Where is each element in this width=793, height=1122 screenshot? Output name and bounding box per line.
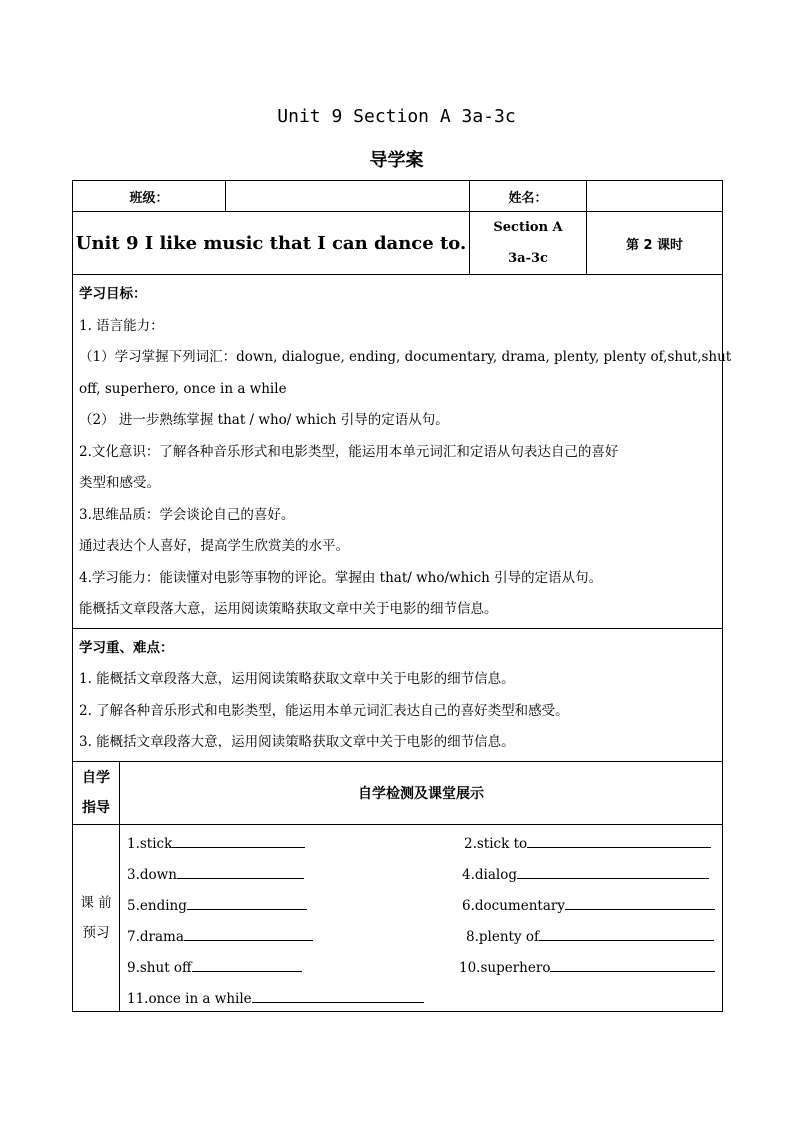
section-cell [470,212,587,275]
exercise-item [127,988,424,1007]
exercise-label: 4.dialog [462,866,517,883]
answer-blank[interactable] [539,926,714,941]
exercise-item [127,895,307,914]
answer-blank[interactable] [172,833,305,848]
info-row [73,181,723,212]
exercise-item [462,864,709,883]
worksheet-table [72,180,732,1012]
key-point-line: 3. 能概括文章段落大意，运用阅读策略获取文章中关于电影的细节信息。 [79,734,515,750]
goal-line: 2.文化意识：了解各种音乐形式和电影类型，能运用本单元词汇和定语从句表达自己的喜好 [79,443,619,460]
key-points-heading: 学习重、难点： [79,639,174,656]
exercise-item [462,895,715,914]
exercise-label: 3.down [127,866,177,883]
answer-blank[interactable] [517,864,709,879]
answer-blank[interactable] [184,926,313,941]
document-title: Unit 9 Section A 3a-3c [277,106,516,127]
goals-heading: 学习目标： [79,286,147,302]
goal-line: off, superhero, once in a while [79,380,287,397]
exercise-label: 9.shut off [127,959,192,976]
key-points-cell [73,628,723,761]
section-line2: 3a-3c [508,251,548,266]
goal-line: 4.学习能力：能读懂对电影等事物的评论。掌握由 that/ who/which 引导的定语从句。 [79,569,603,586]
answer-blank[interactable] [252,988,424,1003]
preview-side-line1: 课 前 [80,894,112,911]
exercise-item [127,957,302,976]
exercise-label: 7.drama [127,928,184,945]
self-study-side [73,761,120,824]
key-point-line: 2. 了解各种音乐形式和电影类型，能运用本单元词汇表达自己的喜好类型和感受。 [79,702,569,719]
name-field[interactable] [587,181,723,212]
preview-row [73,824,723,1011]
answer-blank[interactable] [192,957,302,972]
exercise-label: 11.once in a while [127,990,252,1007]
goal-line: （2） 进一步熟练掌握 that / who/ which 引导的定语从句。 [79,412,449,428]
preview-side [73,824,120,1011]
document-subtitle: 导学案 [369,150,424,171]
exercise-label: 1.stick [127,835,173,852]
exercise-item [127,926,313,945]
goal-line: 通过表达个人喜好，提高学生欣赏美的水平。 [79,538,349,554]
exercise-label: 2.stick to [464,835,528,852]
key-point-line: 1. 能概括文章段落大意，运用阅读策略获取文章中关于电影的细节信息。 [79,671,515,687]
exercise-item [464,833,711,852]
name-label: 姓名： [470,181,587,212]
preview-side-line2: 预习 [82,924,110,941]
self-study-row [73,761,723,824]
answer-blank[interactable] [187,895,307,910]
exercise-label: 8.plenty of [466,928,539,945]
goal-line: （1）学习掌握下列词汇：down, dialogue, ending, documentary, drama, plenty, plenty of,shut,shut [79,349,732,365]
goal-line: 3.思维品质：学会谈论自己的喜好。 [79,506,295,523]
section-line1: Section A [493,220,563,235]
goal-line: 能概括文章段落大意，运用阅读策略获取文章中关于电影的细节信息。 [79,601,498,617]
self-study-side-line2: 指导 [82,799,110,816]
answer-blank[interactable] [565,895,715,910]
answer-blank[interactable] [550,957,715,972]
exercise-item [127,864,304,883]
exercise-item [466,926,714,945]
preview-exercises [120,824,723,1011]
goals-cell [73,275,732,629]
exercise-label: 6.documentary [462,897,565,914]
unit-row [73,212,723,275]
class-label: 班级： [73,181,226,212]
self-study-heading: 自学检测及课堂展示 [120,761,723,824]
exercise-item [459,957,715,976]
exercise-item [127,833,305,852]
goal-line: 1. 语言能力： [79,317,164,334]
exercise-label: 10.superhero [459,959,551,976]
class-field[interactable] [226,181,470,212]
lesson-label: 第 2 课时 [587,212,723,275]
unit-title: Unit 9 I like music that I can dance to. [73,212,470,275]
answer-blank[interactable] [177,864,304,879]
answer-blank[interactable] [527,833,711,848]
key-points-row [73,628,723,761]
exercise-label: 5.ending [127,897,187,914]
goal-line: 类型和感受。 [79,475,160,491]
self-study-side-line1: 自学 [82,769,110,786]
goals-row [73,275,723,629]
